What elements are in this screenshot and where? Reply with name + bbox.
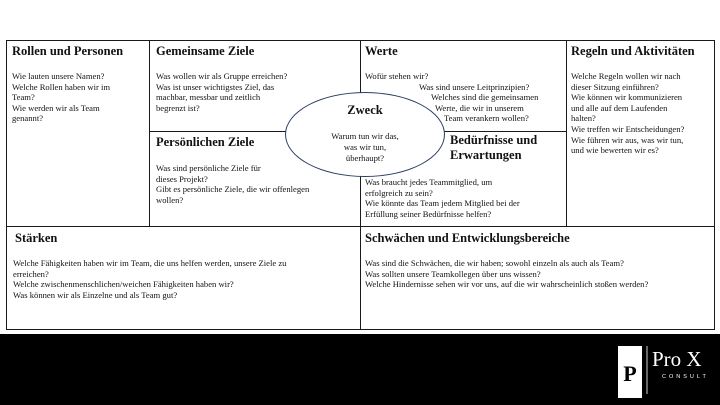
- rollen-und-personen-box: [6, 40, 150, 227]
- gemeinsame-ziele-text: Was wollen wir als Gruppe erreichen? Was ist unser wichtigstes Ziel, das machbar, messbar und zeitlich begrenzt ist?: [156, 71, 288, 113]
- logo-mark: P: [623, 361, 637, 386]
- persoenliche-ziele-text: Was sind persönliche Ziele für dieses Projekt? Gibt es persönliche Ziele, die wir offenlegen wollen?: [156, 163, 310, 205]
- gemeinsame-ziele-title: Gemeinsame Ziele: [156, 44, 255, 58]
- persoenliche-ziele-title: Persönlichen Ziele: [156, 135, 255, 149]
- footer-bar: [0, 334, 720, 405]
- schwaechen-title: Schwächen und Entwicklungsbereiche: [365, 231, 570, 245]
- regeln-box: [566, 40, 715, 227]
- werte-text: Wofür stehen wir? Was sind unsere Leitprinzipien? Welches sind die gemeinsamen Werte, die wir in unserem Team verankern wollen?: [365, 71, 539, 124]
- staerken-title: Stärken: [15, 231, 58, 245]
- prox-consult-logo: [616, 342, 720, 400]
- beduerfnisse-title: Bedürfnisse und Erwartungen: [450, 133, 538, 162]
- beduerfnisse-text: Was braucht jedes Teammitglied, um erfolgreich zu sein? Wie könnte das Team jedem Mitglied bei der Erfüllung seiner Bedürfnisse helfen?: [365, 177, 520, 219]
- staerken-text: Welche Fähigkeiten haben wir im Team, die uns helfen werden, unsere Ziele zu erreichen? Welche zwischenmenschlichen/weichen Fähigkeiten haben wir? Was können wir als Einzelne und als Team gut?: [13, 258, 287, 300]
- logo-sub-text: CONSULT: [662, 374, 709, 380]
- zweck-text: Warum tun wir das, was wir tun, überhaupt?: [331, 131, 399, 163]
- schwaechen-box: [360, 226, 715, 330]
- regeln-text: Welche Regeln wollen wir nach dieser Sitzung einführen? Wie können wir kommunizieren und alle auf dem Laufenden halten? Wie treffen wir Entscheidungen? Wie führen wir aus, was wir tun, und wie bewerten wir es?: [571, 71, 685, 156]
- werte-title: Werte: [365, 44, 398, 58]
- regeln-title: Regeln und Aktivitäten: [571, 44, 695, 58]
- staerken-box: [6, 226, 361, 330]
- footer-title: Team Canvas: [5, 13, 72, 25]
- rollen-title: Rollen und Personen: [12, 44, 124, 58]
- rollen-text: Wie lauten unsere Namen? Welche Rollen haben wir im Team? Wie werden wir als Team genannt?: [12, 71, 111, 124]
- zweck-title: Zweck: [347, 103, 383, 117]
- logo-main-text: Pro X: [652, 347, 702, 371]
- schwaechen-text: Was sind die Schwächen, die wir haben; sowohl einzeln als auch als Team? Was sollten unsere Teamkollegen über uns wissen? Welche Hindernisse sehen wir vor uns, auf die wir wahrscheinlich stoßen werden?: [365, 258, 649, 290]
